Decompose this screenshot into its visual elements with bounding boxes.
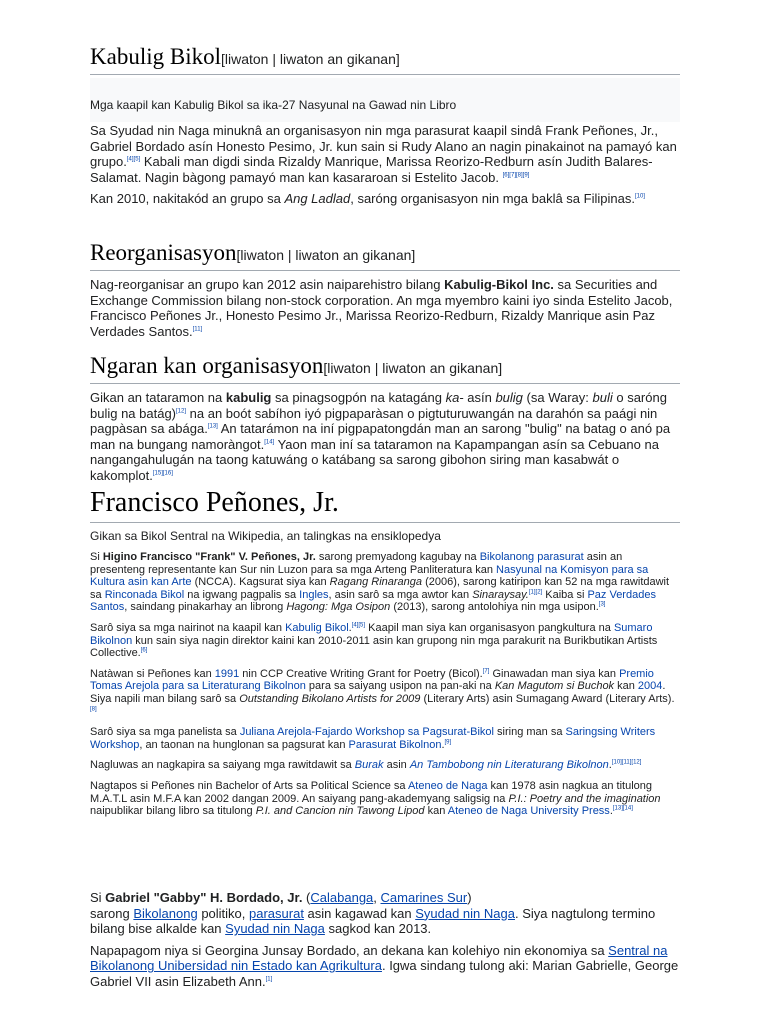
text: kan <box>614 680 638 693</box>
reference[interactable]: [1] <box>265 976 273 983</box>
text: (2006), sarong katiripon kan 52 na mga rawitdawit sa <box>90 576 670 601</box>
italic-text: bulig <box>495 390 523 405</box>
text: sagkod kan 2013. <box>324 921 432 937</box>
reference[interactable]: [15][16] <box>152 470 173 477</box>
text: asín <box>463 390 496 405</box>
link[interactable]: Sentral na Bikolanong Unibersidad nin Estado kan Agrikultura <box>90 942 668 974</box>
bold-text: Higino Francisco "Frank" V. Peñones, Jr. <box>102 551 316 563</box>
link[interactable]: Burak <box>354 759 384 772</box>
article-title: Francisco Peñones, Jr. <box>90 488 680 523</box>
bold-text: Kabulig-Bikol Inc. <box>444 277 554 292</box>
link[interactable]: Bikolanong <box>133 905 198 921</box>
section-gabby-bordado <box>90 890 680 990</box>
reference[interactable]: [11] <box>192 326 203 333</box>
link[interactable]: Syudad nin Naga <box>415 905 515 921</box>
section-1-body <box>90 123 680 207</box>
bold-text: kabulig <box>225 390 272 405</box>
text: An tatarámon na iní pigpapatongdán man an sarong "bulig" na batag o anó pa man na bungang namoràngot. <box>90 421 671 452</box>
text: naipublikar bilang libro sa titulong <box>90 805 256 818</box>
text: Kabali man digdi sinda Rizaldy Manrique, Marissa Reorizo-Redburn asín Judith Balares-Salamat. Nagin bàgong pamayó man kan kasararoan si Estelito Jacob. <box>90 154 653 185</box>
italic-text: Sinaraysay. <box>472 588 529 601</box>
text: sa pinagsogpón na katagáng <box>271 390 446 405</box>
text: . <box>608 759 612 772</box>
link[interactable]: Syudad nin Naga <box>225 921 325 937</box>
italic-text: Kan Magutom si Buchok <box>494 680 615 693</box>
paragraph <box>90 390 680 484</box>
text: Ginawadan man siya kan <box>489 667 620 680</box>
section-ngaran <box>90 353 680 484</box>
text: Yaon man iní sa tataramon na Kapampangan asín sa Cebuano na nangangahulugán na taong katuwáng o katábang sa sarong gibohon siring man kasabwát o kakomplot. <box>90 436 659 483</box>
reference[interactable]: [10][11][12] <box>611 759 642 766</box>
text: , saindang pinakarhay an librong <box>124 601 287 614</box>
text: ) <box>467 890 472 905</box>
text: kan 1978 asin nagkua an titulong M.A.T.L asin M.F.A kan 2002 dangan 2009. An saiyang pang-akademyang saligsig na <box>90 779 653 805</box>
text: sarong <box>90 905 134 921</box>
text: nin CCP Creative Writing Grant for Poetry (Bicol). <box>239 667 483 680</box>
text: Sarô siya sa mga panelista sa <box>90 726 240 739</box>
text: Napapagom niya si Georgina Junsay Bordado, an dekana kan kolehiyo nin ekonomiya sa <box>90 942 609 958</box>
paragraph <box>90 551 680 614</box>
text: Natàwan si Peñones kan <box>90 667 215 680</box>
text: . <box>609 805 613 818</box>
paragraph <box>90 759 680 772</box>
link[interactable]: An Tambobong nin Literaturang Bikolnon <box>409 759 609 772</box>
link[interactable]: Bikolanong parasurat <box>479 551 584 563</box>
image-caption-box <box>90 78 680 122</box>
text: Kan 2010, nakitakód an grupo sa <box>90 191 285 207</box>
paragraph <box>90 191 680 207</box>
section-kabulig-bikol <box>90 44 680 75</box>
paragraph <box>90 726 680 751</box>
link[interactable]: Parasurat Bikolnon <box>348 738 442 751</box>
link[interactable]: 2004 <box>637 680 663 693</box>
text: asin an presenteng representante kan Sur nin Luzon para sa mga Arteng Panliteratura kan <box>90 551 623 576</box>
link[interactable]: Sumaro Bikolnon <box>90 621 653 647</box>
text: siring man sa <box>493 726 566 739</box>
text: . <box>348 621 352 634</box>
reference[interactable]: [4][5] <box>126 156 141 163</box>
article-subtitle: Gikan sa Bikol Sentral na Wikipedia, an talingkas na ensiklopedya <box>90 529 441 543</box>
text: . <box>441 738 445 751</box>
image-caption: Mga kaapil kan Kabulig Bikol sa ika-27 Nasyunal na Gawad nin Libro <box>90 98 457 112</box>
italic-text: ka- <box>445 390 464 405</box>
reference[interactable]: [12] <box>176 408 187 415</box>
link[interactable]: Ateneo de Naga University Press <box>447 805 610 818</box>
article-francisco-penones <box>90 488 680 818</box>
paragraph <box>90 780 680 818</box>
text: para sa saiyang usipon na pan-aki na <box>305 680 495 693</box>
text: Nagtapos si Peñones nin Bachelor of Arts sa Political Science sa <box>90 779 408 792</box>
text: Nagluwas an nagkapira sa saiyang mga rawitdawit sa <box>90 759 355 772</box>
section-heading <box>90 44 680 75</box>
link[interactable]: Ingles <box>299 588 329 601</box>
edit-source-link[interactable]: liwaton an gikanan <box>382 360 499 376</box>
heading-text: Ngaran kan organisasyon <box>90 353 324 378</box>
paragraph <box>90 622 680 660</box>
edit-source-link[interactable]: liwaton an gikanan <box>295 247 412 263</box>
italic-text: Ragang Rinaranga <box>329 576 423 589</box>
reference[interactable]: [6] <box>140 647 148 654</box>
text: na igwang pagpalis sa <box>184 588 300 601</box>
reference[interactable]: [13][14] <box>612 805 633 812</box>
text: sarong premyadong kagubay na <box>315 551 480 563</box>
link[interactable]: Calabanga <box>310 890 374 905</box>
reference[interactable]: [6][7][8][9] <box>502 172 530 179</box>
italic-text: Ang Ladlad <box>284 191 351 207</box>
text: Si <box>90 890 106 905</box>
reference[interactable]: [14] <box>264 439 275 446</box>
link[interactable]: Kabulig Bikol <box>285 621 349 634</box>
text: . Siya nagtulong termino bilang bise alkalde kan <box>90 905 656 937</box>
reference[interactable]: [3] <box>598 601 606 608</box>
link[interactable]: Paz Verdades Santos <box>90 588 656 614</box>
text: Nag-reorganisar an grupo kan 2012 asin naiparehistro bilang <box>90 277 445 292</box>
link[interactable]: 1991 <box>214 667 240 680</box>
text: kan <box>424 805 448 818</box>
reference[interactable]: [4][5] <box>351 622 366 629</box>
text: Kaiba si <box>542 588 588 601</box>
text: Si <box>90 551 103 563</box>
text: asin kagawad kan <box>303 905 416 921</box>
text: , asin sarô sa mga awtor kan <box>328 588 473 601</box>
heading-text: Reorganisasyon <box>90 240 237 265</box>
reference[interactable]: [7] <box>482 668 490 675</box>
edit-link[interactable]: liwaton <box>240 247 284 263</box>
link[interactable]: Camarines Sur <box>380 890 468 905</box>
italic-text: P.I. and Cancion nin Tawong Lipod <box>255 805 425 818</box>
bold-text: Gabriel "Gabby" H. Bordado, Jr. <box>105 890 303 905</box>
paragraph <box>90 890 680 937</box>
edit-source-link[interactable]: liwaton an gikanan <box>279 51 396 67</box>
reference[interactable]: [13] <box>207 423 218 430</box>
text: kun sain siya nagin direktor kaini kan 2010-2011 asin kan grupong nin mga parakurit na Burikbutikan Artists Collective. <box>90 634 658 660</box>
italic-text: P.I.: Poetry and the imagination <box>508 792 661 805</box>
text: Gikan an tataramon na <box>90 390 226 405</box>
section-heading <box>90 240 680 271</box>
text: Kaapil man siya kan organisasyon pangkultura na <box>365 621 614 634</box>
text: politiko, <box>197 905 250 921</box>
edit-links: [liwaton | liwaton an gikanan] <box>220 51 400 67</box>
reference[interactable]: [9] <box>444 739 452 746</box>
text: Sa Syudad nin Naga minuknâ an organisasyon nin mga parasurat kaapil sindâ Frank Peñones, Jr., Gabriel Bordado asín Honesto Pesimo, Jr. kun sain si Rudy Alano an nagin pinakainot na pamayó kan grupo. <box>90 123 677 170</box>
paragraph <box>90 123 680 185</box>
text: asin <box>383 759 410 772</box>
link[interactable]: Saringsing Writers Workshop <box>90 726 656 751</box>
reference[interactable]: [1][2] <box>528 589 543 596</box>
link[interactable]: Premio Tomas Arejola para sa Literaturang Bikolnon <box>90 667 654 693</box>
italic-text: Outstanding Bikolano Artists for 2009 <box>239 692 421 705</box>
italic-text: Hagong: Mga Osipon <box>286 601 391 614</box>
text: . Siya napili man bilang sarô sa <box>90 680 666 705</box>
edit-links: [liwaton | liwaton an gikanan] <box>236 247 416 263</box>
text: . Igwa sindang tulong aki: Marian Gabrielle, George Gabriel VII asin Elizabeth Ann. <box>90 958 679 989</box>
text: sa Securities and Exchange Commission bilang non-stock corporation. An mga myembro kaini iyo sinda Estelito Jacob, Francisco Peñones Jr., Honesto Pesimo Jr., Marissa Reorizo-Redburn, Rizaldy Manrique asin Paz Verdades Santos. <box>90 277 673 339</box>
text: (sa Waray: <box>522 390 593 405</box>
link[interactable]: Ateneo de Naga <box>407 779 488 792</box>
heading-text: Kabulig Bikol <box>90 44 221 69</box>
text: (NCCA). Kagsurat siya kan <box>191 576 330 589</box>
reference[interactable]: [10] <box>634 194 645 201</box>
text: , <box>373 890 381 905</box>
section-heading <box>90 353 680 384</box>
paragraph <box>90 668 680 718</box>
text: Sarô siya sa mga nairinot na kaapil kan <box>90 621 286 634</box>
link[interactable]: Nasyunal na Komisyon para sa Kultura asin kan Arte <box>90 563 649 589</box>
link[interactable]: Rinconada Bikol <box>104 588 185 601</box>
text: , saróng organisasyon nin mga baklâ sa Filipinas. <box>350 191 635 207</box>
edit-link[interactable]: liwaton <box>224 51 269 67</box>
paragraph <box>90 277 680 339</box>
edit-link[interactable]: liwaton <box>327 360 371 376</box>
text: (Literary Arts) asin Sumagang Award (Literary Arts). <box>420 692 675 705</box>
text: (2013), sarong antolohiya nin mga usipon. <box>390 601 599 614</box>
text: na an boót sabíhon iyó pigpaparàsan o pigtuturuwangán na darahón sa paági nin pagpàsan sa abága. <box>90 405 658 437</box>
link[interactable]: Juliana Arejola-Fajardo Workshop sa Pagsurat-Bikol <box>239 726 494 739</box>
section-reorganisasyon <box>90 240 680 339</box>
text: o saróng bulig na batág) <box>90 390 667 421</box>
link[interactable]: parasurat <box>249 905 304 921</box>
edit-links: [liwaton | liwaton an gikanan] <box>323 360 503 376</box>
italic-text: buli <box>592 390 613 405</box>
reference[interactable]: [8] <box>90 705 97 712</box>
paragraph <box>90 943 680 990</box>
text: ( <box>302 890 311 905</box>
text: , an taonan na hunglonan sa pagsurat kan <box>139 738 349 751</box>
